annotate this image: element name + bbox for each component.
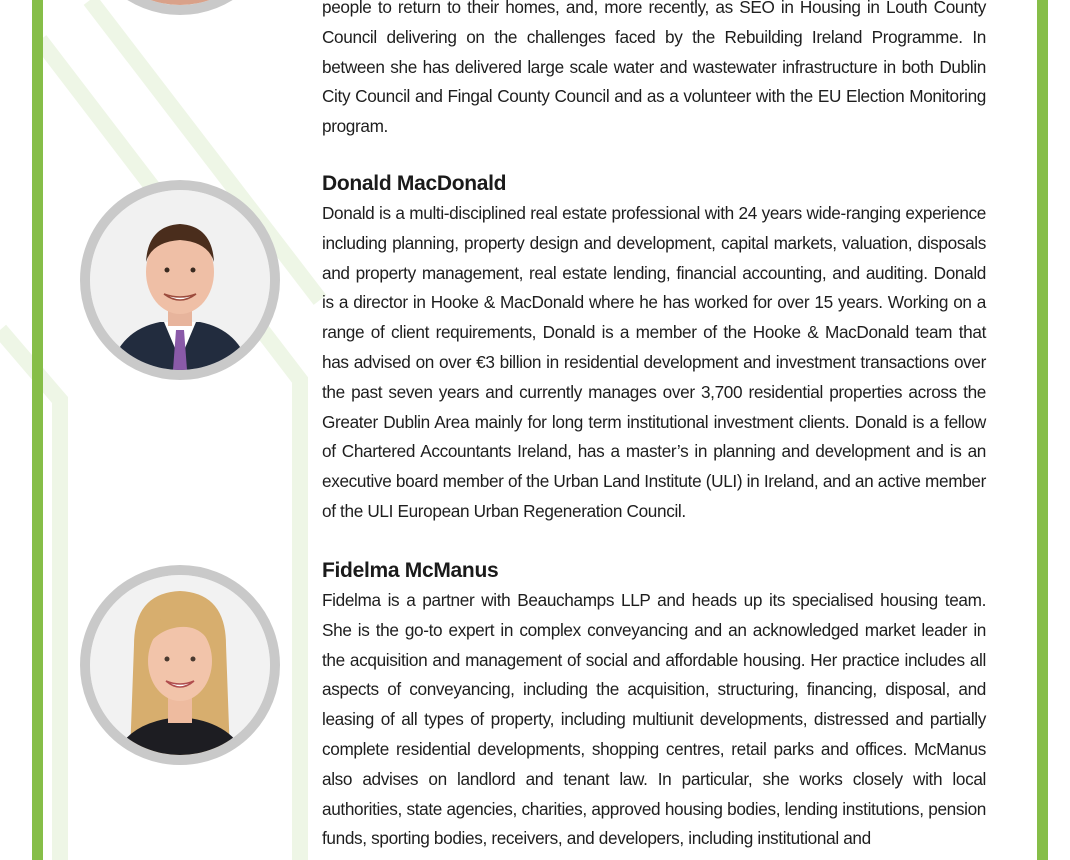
profile-name: Donald MacDonald bbox=[322, 172, 507, 195]
profile-name: Fidelma McManus bbox=[322, 559, 499, 582]
profile-photo-donald-macdonald bbox=[80, 180, 280, 380]
previous-profile-photo bbox=[80, 0, 280, 15]
previous-profile-bio-block bbox=[322, 0, 986, 142]
profile-fidelma-mcmanus bbox=[322, 558, 986, 854]
profile-photo-fidelma-mcmanus bbox=[80, 565, 280, 765]
profile-donald-macdonald bbox=[322, 171, 986, 527]
profile-bio: Fidelma is a partner with Beauchamps LLP and heads up its specialised housing team. She is the go-to expert in complex conveyancing and an acknowledged market leader in the acquisition and management of social and affordable housing. Her practice includes all aspects of conveyancing, including the acquisition, structuring, financing, disposal, and leasing of all types of property, including multiunit developments, distressed and partially complete residential developments, shopping centres, retail parks and offices. McManus also advises on landlord and tenant law. In particular, she works closely with local authorities, state agencies, charities, approved housing bodies, lending institutions, pension funds, sporting bodies, receivers, and developers, including institutional and bbox=[322, 590, 986, 849]
profile-bio: Donald is a multi-disciplined real estate professional with 24 years wide-ranging experience including planning, property design and development, capital markets, valuation, disposals and property management, real estate lending, financial accounting, and auditing. Donald is a director in Hooke & MacDonald where he has worked for over 15 years. Working on a range of client requirements, Donald is a member of the Hooke & MacDonald team that has advised on over €3 billion in residential development and investment transactions over the past seven years and currently manages over 3,700 residential properties across the Greater Dublin Area mainly for long term institutional investment clients. Donald is a fellow of Chartered Accountants Ireland, has a master’s in planning and development and is an executive board member of the Urban Land Institute (ULI) in Ireland, and an active member of the ULI European Urban Regeneration Council. bbox=[322, 203, 986, 521]
previous-profile-bio: people to return to their homes, and, more recently, as SEO in Housing in Louth County Council delivering on the challenges faced by the Rebuilding Ireland Programme. In between she has delivered large scale water and wastewater infrastructure in both Dublin City Council and Fingal County Council and as a volunteer with the EU Election Monitoring program. bbox=[322, 0, 986, 137]
